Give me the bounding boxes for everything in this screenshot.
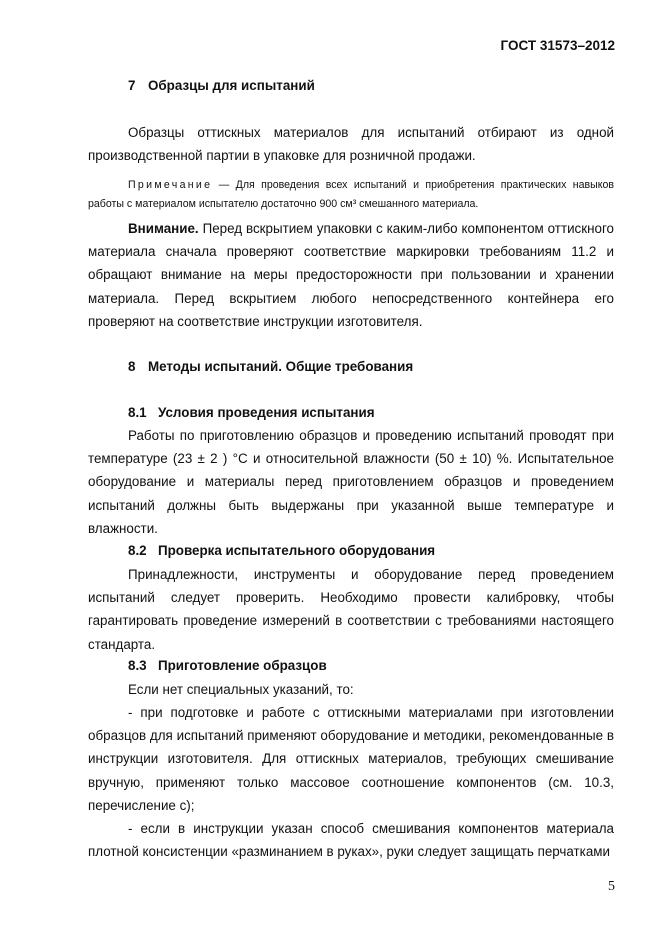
note-label: Примечание [128, 179, 213, 191]
subsection-8-1-heading: 8.1 Условия проведения испытания [128, 405, 375, 420]
section-7-title: Образцы для испытаний [148, 78, 315, 93]
standard-designation: ГОСТ 31573–2012 [500, 38, 615, 53]
page-number: 5 [608, 879, 615, 894]
warning-paragraph [88, 217, 614, 333]
section-7-paragraph: Образцы оттискных материалов для испытаний отбирают из одной производственной партии в упаковке для розничной продажи. [88, 125, 614, 164]
note [88, 176, 614, 213]
warning-text: Перед вскрытием упаковки с каким-либо компонентом оттискного материала сначала проверяют соответствие маркировки требованиям 11.2 и обращают внимание на меры предосторожности при пользовании и хранении материала. Перед вскрытием любого непосредственного контейнера его проверяют на соответствие инструкции изготовителя. [88, 221, 614, 329]
list-item: - если в инструкции указан способ смешивания компонентов материала плотной консистенции «разминанием в руках», руки следует защищать перчатками [88, 821, 614, 860]
section-8-title: Методы испытаний. Общие требования [148, 359, 414, 374]
subsection-8-1-text: Работы по приготовлению образцов и проведению испытаний проводят при температуре (23 ± 2 ) °С и относительной влажности (50 ± 10) %. Испытательное оборудование и материалы перед приготовлением образцов и проведением испытаний должны быть выдержаны при указанной выше температуре и влажности. [88, 428, 614, 536]
subsection-8-3-intro: Если нет специальных указаний, то: [128, 682, 354, 697]
section-7-heading [128, 78, 315, 93]
subsection-8-2-text: Принадлежности, инструменты и оборудование перед проведением испытаний следует проверить. Необходимо провести калибровку, чтобы гарантировать проведение измерений в соответствии с требованиями настоящего стандарта. [88, 567, 614, 652]
warning-label: Внимание. [128, 221, 199, 236]
section-8-number: 8 [128, 359, 136, 374]
list-item: - при подготовке и работе с оттискными материалами при изготовлении образцов для испытаний применяют оборудование и методики, рекомендованные в инструкции изготовителя. Для оттискных материалов, требующих смешивание вручную, применяют только массовое соотношение компонентов (см. 10.3, перечисление с); [88, 705, 614, 813]
section-8-heading [128, 359, 413, 374]
note-text: — Для проведения всех испытаний и приобретения практических навыков работы с материалом испытателю достаточно 900 см³ смешанного материала. [88, 179, 614, 210]
section-7-number: 7 [128, 78, 136, 93]
subsection-8-3-heading: 8.3 Приготовление образцов [128, 658, 327, 673]
subsection-8-2-heading: 8.2 Проверка испытательного оборудования [128, 543, 436, 558]
